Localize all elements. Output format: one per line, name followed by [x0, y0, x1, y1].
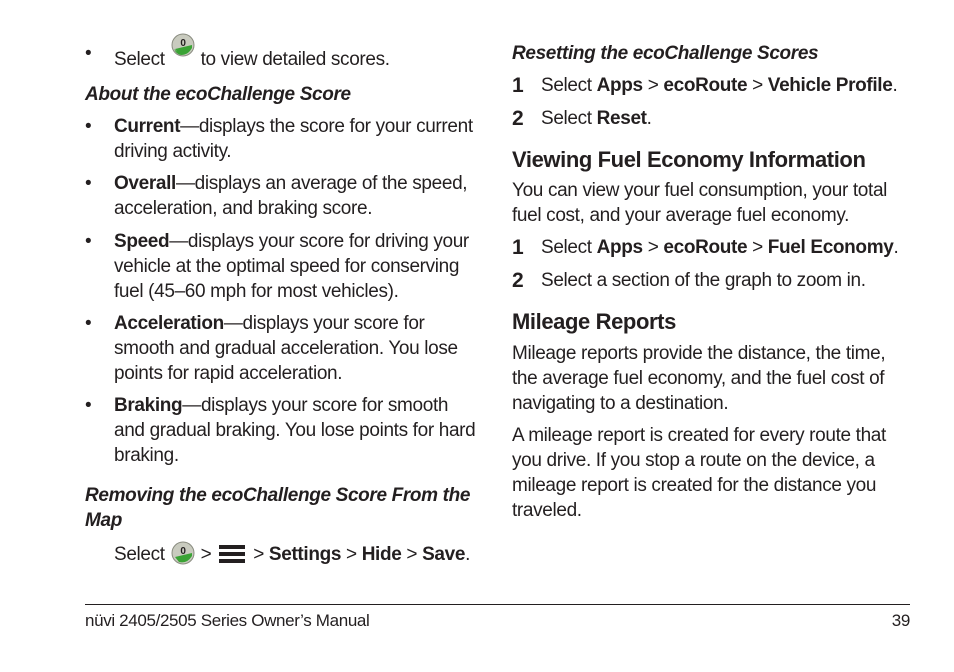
apps-term: Apps	[596, 75, 643, 96]
desc-line: braking.	[114, 445, 179, 466]
select-word: Select	[114, 49, 165, 70]
bullet-dot: •	[85, 173, 92, 194]
vehicle-profile-term: Vehicle Profile	[767, 75, 893, 96]
period: .	[465, 544, 471, 565]
settings-term: Settings	[268, 544, 342, 565]
para-line: traveled.	[512, 500, 582, 521]
save-term: Save	[422, 544, 466, 565]
footer-manual-title: nüvi 2405/2505 Series Owner’s Manual	[85, 611, 370, 630]
bullet-dot: •	[85, 43, 92, 64]
intro-after-text: to view detailed scores.	[200, 49, 390, 70]
step-number: 1	[512, 236, 524, 259]
separator: >	[253, 544, 264, 565]
select-word: Select	[541, 237, 592, 258]
list-item-text	[114, 114, 485, 164]
separator: >	[647, 237, 659, 258]
desc-line: —displays an average of the speed,	[175, 173, 468, 194]
list-item-text	[114, 171, 485, 221]
desc-line: driving activity.	[114, 141, 232, 162]
svg-text:0: 0	[180, 546, 186, 557]
mileage-reports-heading: Mileage Reports	[512, 309, 676, 334]
svg-text:0: 0	[180, 38, 186, 49]
para-line: mileage report is created for the distance you	[512, 475, 877, 496]
fuel-economy-heading: Viewing Fuel Economy Information	[512, 147, 866, 172]
select-word: Select	[541, 75, 592, 96]
para-line: Mileage reports provide the distance, the time,	[512, 343, 886, 364]
term-overall: Overall	[114, 173, 176, 194]
step-number: 2	[512, 269, 524, 292]
step-text	[541, 106, 907, 131]
list-item-text	[114, 229, 485, 304]
bullet-dot: •	[85, 313, 92, 334]
desc-line: —displays your score for smooth	[182, 395, 449, 416]
separator: >	[647, 75, 659, 96]
para-line: the average fuel economy, and the fuel cost of	[512, 368, 885, 389]
bullet-dot: •	[85, 116, 92, 137]
desc-line: fuel (45–60 mph for most vehicles).	[114, 281, 399, 302]
separator: >	[752, 237, 763, 258]
select-word: Select	[114, 544, 165, 565]
term-acceleration: Acceleration	[114, 313, 224, 334]
heading-line: Removing the ecoChallenge Score From the	[85, 485, 471, 506]
intro-text	[114, 38, 485, 72]
list-item-text	[114, 311, 485, 386]
separator: >	[406, 544, 418, 565]
separator: >	[346, 544, 357, 565]
about-heading: About the ecoChallenge Score	[85, 84, 351, 105]
fuel-economy-term: Fuel Economy	[767, 237, 894, 258]
mileage-paragraph-2	[512, 423, 907, 523]
apps-term: Apps	[596, 237, 643, 258]
desc-line: smooth and gradual acceleration. You lose	[114, 338, 458, 359]
desc-line: points for rapid acceleration.	[114, 363, 343, 384]
page-number: 39	[891, 611, 910, 630]
select-word: Select	[541, 108, 592, 129]
term-current: Current	[114, 116, 181, 137]
period: .	[892, 75, 898, 96]
heading-line: Map	[85, 510, 122, 531]
step-text	[541, 73, 907, 98]
desc-line: and gradual braking. You lose points for hard	[114, 420, 476, 441]
term-braking: Braking	[114, 395, 183, 416]
fuel-economy-paragraph	[512, 178, 907, 228]
step-text: Select a section of the graph to zoom in.	[541, 270, 866, 291]
menu-icon	[219, 543, 245, 565]
desc-line: —displays your score for	[223, 313, 425, 334]
bullet-dot: •	[85, 231, 92, 252]
period: .	[893, 237, 899, 258]
desc-line: acceleration, and braking score.	[114, 198, 373, 219]
ecoroute-term: ecoRoute	[663, 75, 748, 96]
period: .	[646, 108, 652, 129]
desc-line: —displays your score for driving your	[169, 231, 469, 252]
resetting-heading: Resetting the ecoChallenge Scores	[512, 43, 819, 64]
reset-term: Reset	[596, 108, 647, 129]
desc-line: vehicle at the optimal speed for conserving	[114, 256, 460, 277]
removing-heading	[85, 483, 485, 533]
para-line: A mileage report is created for every route that	[512, 425, 886, 446]
para-line: you drive. If you stop a route on the device, a	[512, 450, 875, 471]
para-line: navigating to a destination.	[512, 393, 729, 414]
eco-score-icon	[171, 32, 195, 56]
desc-line: —displays the score for your current	[180, 116, 473, 137]
bullet-dot: •	[85, 395, 92, 416]
mileage-paragraph-1	[512, 341, 907, 416]
para-line: You can view your fuel consumption, your total	[512, 180, 888, 201]
step-number: 1	[512, 74, 524, 97]
para-line: fuel cost, and your average fuel economy.	[512, 205, 850, 226]
separator: >	[752, 75, 763, 96]
term-speed: Speed	[114, 231, 170, 252]
list-item-text	[114, 393, 485, 468]
footer-divider	[85, 604, 910, 605]
step-number: 2	[512, 107, 524, 130]
removing-step-text	[114, 540, 485, 567]
step-text	[541, 235, 907, 260]
hide-term: Hide	[361, 544, 402, 565]
ecoroute-term: ecoRoute	[663, 237, 748, 258]
eco-score-icon	[171, 540, 195, 564]
separator: >	[200, 544, 212, 565]
